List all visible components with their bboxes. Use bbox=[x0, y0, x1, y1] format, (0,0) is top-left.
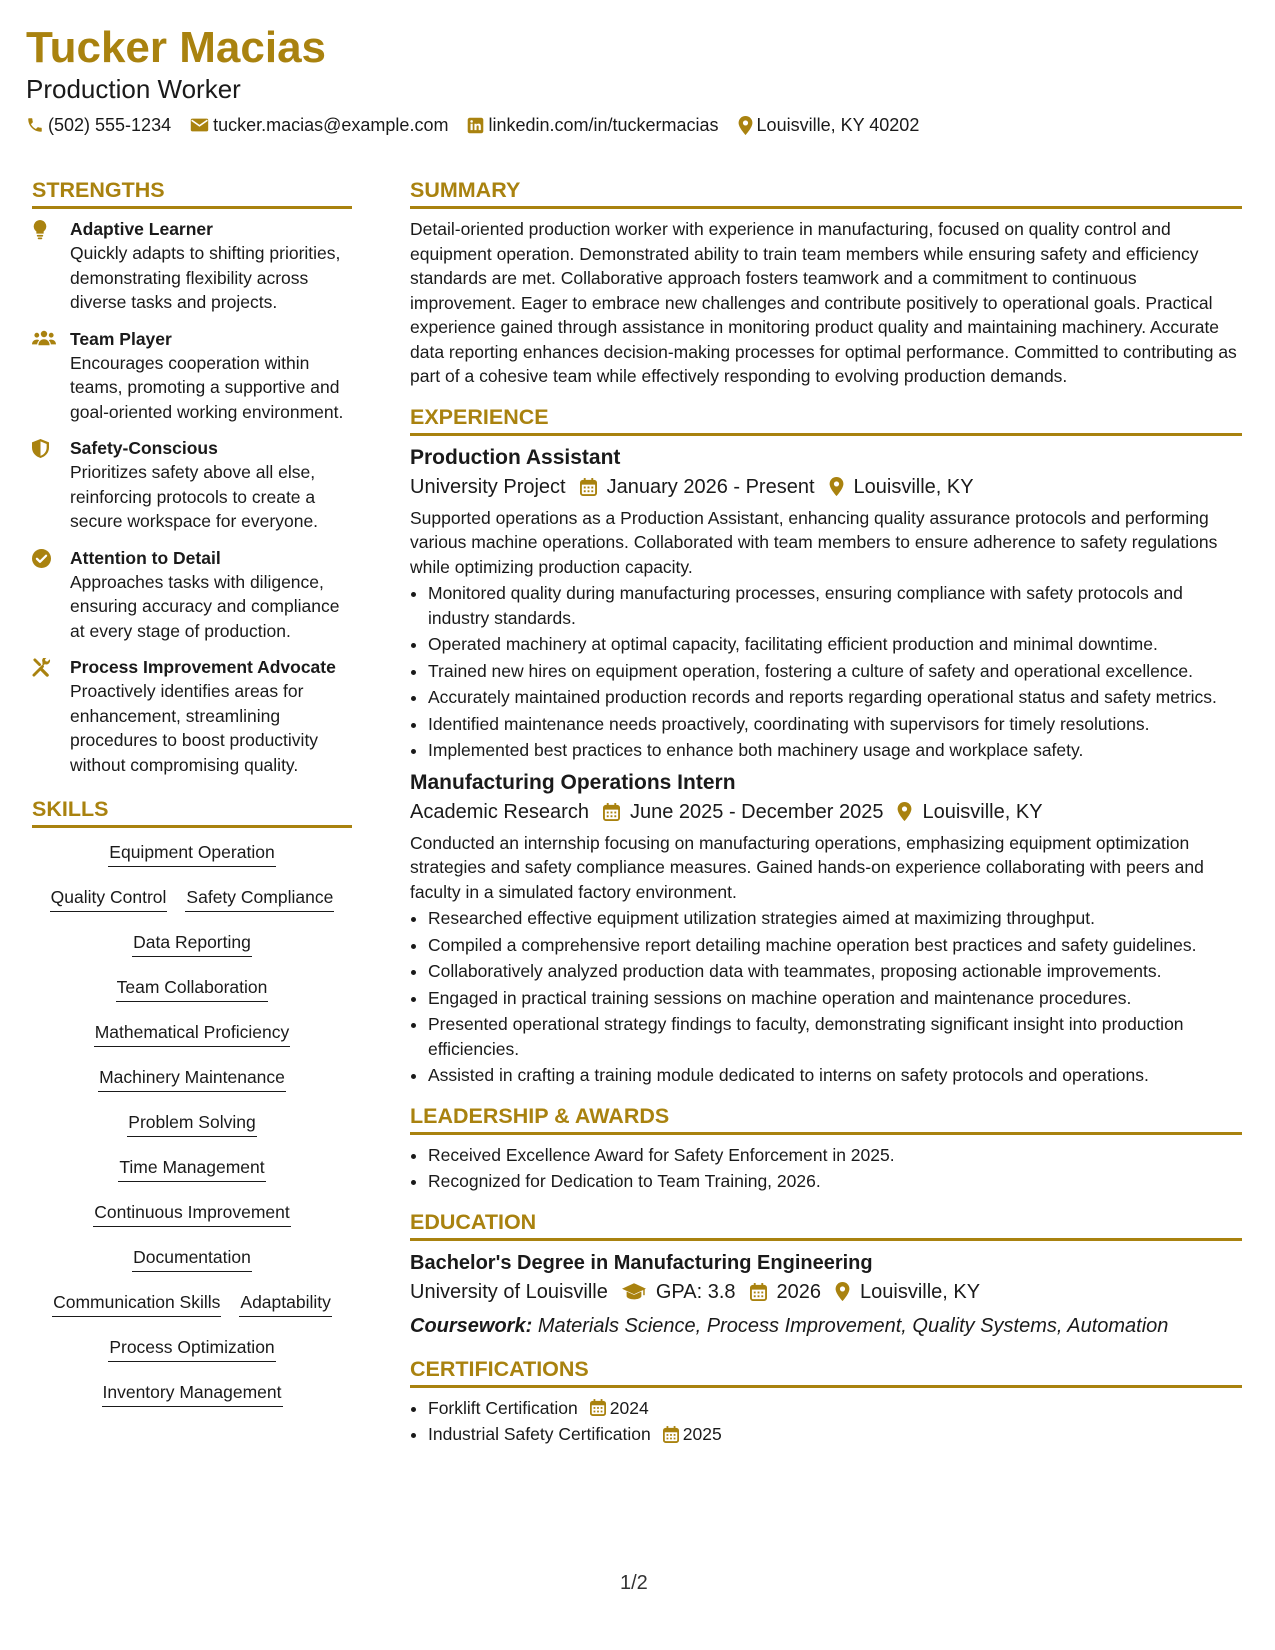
strength-title: Attention to Detail bbox=[70, 547, 221, 568]
skill-tag: Documentation bbox=[132, 1245, 252, 1272]
school-location: Louisville, KY bbox=[860, 1280, 981, 1303]
skill-tag: Quality Control bbox=[50, 885, 168, 912]
strengths-heading: STRENGTHS bbox=[32, 176, 352, 209]
strength-item bbox=[32, 546, 352, 644]
strength-item bbox=[32, 327, 352, 425]
skill-tag: Communication Skills bbox=[52, 1290, 221, 1317]
job-org: Academic Research bbox=[410, 800, 589, 823]
skill-tag: Machinery Maintenance bbox=[98, 1065, 286, 1092]
skill-tag: Process Optimization bbox=[108, 1335, 275, 1362]
cert-name: • Forklift Certification bbox=[428, 1397, 578, 1418]
right-column bbox=[410, 176, 1242, 1449]
strength-title: Team Player bbox=[70, 328, 172, 349]
job-location: Louisville, KY bbox=[922, 800, 1043, 823]
skill-tag: Safety Compliance bbox=[185, 885, 334, 912]
list-item bbox=[428, 1422, 1242, 1447]
calendar-icon bbox=[590, 1399, 606, 1416]
graduation-cap-icon bbox=[622, 1283, 646, 1300]
skill-tag: Adaptability bbox=[239, 1290, 331, 1317]
job-entry bbox=[410, 444, 1242, 763]
job-entry bbox=[410, 769, 1242, 1088]
job-desc: Supported operations as a Production Assistant, enhancing quality assurance protocols and performing various machine operations. Collaborated with team members to ensure adherence to safety regulations while optimizing production capacity. bbox=[410, 507, 1218, 577]
job-meta bbox=[410, 472, 1242, 502]
map-pin-icon bbox=[738, 116, 753, 135]
skill-tag: Mathematical Proficiency bbox=[94, 1020, 291, 1047]
strength-item bbox=[32, 217, 352, 315]
education-heading: EDUCATION bbox=[410, 1208, 1242, 1241]
calendar-icon bbox=[603, 803, 620, 821]
list-item: • Compiled a comprehensive report detailing machine operation best practices and safety guidelines. bbox=[428, 933, 1242, 958]
list-item: • Received Excellence Award for Safety Enforcement in 2025. bbox=[428, 1143, 1242, 1168]
phone-icon bbox=[26, 116, 44, 134]
job-dates: June 2025 - December 2025 bbox=[629, 800, 884, 823]
list-item bbox=[428, 1396, 1242, 1421]
job-desc: Conducted an internship focusing on manufacturing operations, emphasizing equipment optimization strategies and safety compliance measures. Gained hands-on experience collaborating with peers and faculty in a simulated factory environment. bbox=[410, 832, 1204, 902]
cert-year: 2024 bbox=[609, 1397, 649, 1418]
certifications-heading: CERTIFICATIONS bbox=[410, 1355, 1242, 1388]
candidate-title: Production Worker bbox=[26, 74, 241, 104]
gpa-text: GPA: 3.8 bbox=[655, 1280, 736, 1303]
strength-desc: Quickly adapts to shifting priorities, demonstrating flexibility across diverse tasks and projects. bbox=[70, 243, 341, 312]
map-pin-icon bbox=[829, 477, 844, 496]
skill-tag: Team Collaboration bbox=[116, 975, 269, 1002]
location-text: Louisville, KY 40202 bbox=[756, 114, 920, 135]
strength-desc: Prioritizes safety above all else, reinforcing protocols to create a secure workspace for everyone. bbox=[70, 462, 319, 531]
certifications-list bbox=[410, 1396, 1242, 1447]
list-item: • Presented operational strategy findings to faculty, demonstrating significant insight into production efficiencies. bbox=[428, 1012, 1242, 1061]
calendar-icon bbox=[750, 1283, 767, 1301]
coursework-list: Materials Science, Process Improvement, Quality Systems, Automation bbox=[537, 1314, 1169, 1337]
job-bullets bbox=[410, 906, 1242, 1088]
graduation-year: 2026 bbox=[776, 1280, 822, 1303]
skill-tag: Continuous Improvement bbox=[93, 1200, 291, 1227]
list-item: • Collaboratively analyzed production data with teammates, proposing actionable improvements. bbox=[428, 959, 1242, 984]
list-item: • Accurately maintained production records and reports regarding operational status and safety metrics. bbox=[428, 685, 1242, 710]
strength-item bbox=[32, 655, 352, 777]
education-meta bbox=[410, 1277, 1242, 1307]
strength-desc: Proactively identifies areas for enhancement, streamlining procedures to boost productivity without compromising quality. bbox=[70, 681, 319, 775]
skill-tag: Data Reporting bbox=[132, 930, 252, 957]
shield-icon bbox=[32, 439, 49, 458]
list-item: • Recognized for Dedication to Team Training, 2026. bbox=[428, 1169, 1242, 1194]
contact-linkedin bbox=[467, 115, 718, 136]
list-item: • Implemented best practices to enhance both machinery usage and workplace safety. bbox=[428, 738, 1242, 763]
phone-text[interactable]: (502) 555-1234 bbox=[48, 114, 172, 135]
school-name: University of Louisville bbox=[410, 1280, 608, 1303]
list-item: • Monitored quality during manufacturing processes, ensuring compliance with safety protocols and industry standards. bbox=[428, 581, 1242, 630]
leadership-list bbox=[410, 1143, 1242, 1194]
skills-list bbox=[32, 836, 352, 1425]
skills-heading: SKILLS bbox=[32, 795, 352, 828]
list-item: • Identified maintenance needs proactively, coordinating with supervisors for timely resolutions. bbox=[428, 712, 1242, 737]
contact-phone bbox=[26, 115, 171, 136]
coursework bbox=[410, 1311, 1242, 1341]
job-location: Louisville, KY bbox=[853, 475, 974, 498]
job-bullets bbox=[410, 581, 1242, 763]
left-column bbox=[32, 176, 352, 1425]
list-item: • Trained new hires on equipment operation, fostering a culture of safety and operational excellence. bbox=[428, 659, 1242, 684]
check-circle-icon bbox=[32, 549, 51, 568]
candidate-name: Tucker Macias bbox=[26, 23, 327, 72]
tools-icon bbox=[32, 658, 51, 677]
skill-tag: Time Management bbox=[118, 1155, 265, 1182]
strength-title: Safety-Conscious bbox=[70, 438, 218, 458]
leadership-heading: LEADERSHIP & AWARDS bbox=[410, 1102, 1242, 1135]
calendar-icon bbox=[663, 1426, 679, 1443]
skill-tag: Inventory Management bbox=[102, 1380, 283, 1407]
page-number: 1/2 bbox=[620, 1572, 648, 1594]
lightbulb-icon bbox=[32, 220, 48, 240]
summary-heading: SUMMARY bbox=[410, 176, 1242, 209]
job-title: Production Assistant bbox=[410, 445, 621, 469]
list-item: • Assisted in crafting a training module dedicated to interns on safety protocols and operations. bbox=[428, 1063, 1242, 1088]
job-org: University Project bbox=[410, 475, 566, 498]
coursework-label: Coursework: bbox=[410, 1314, 533, 1337]
skill-tag: Problem Solving bbox=[127, 1110, 256, 1137]
job-dates: January 2026 - Present bbox=[606, 475, 815, 498]
list-item: • Operated machinery at optimal capacity, facilitating efficient production and minimal downtime. bbox=[428, 632, 1242, 657]
job-meta bbox=[410, 797, 1242, 827]
linkedin-icon bbox=[467, 117, 484, 134]
experience-heading: EXPERIENCE bbox=[410, 403, 1242, 436]
email-link[interactable]: tucker.macias@example.com bbox=[213, 114, 449, 135]
strength-item bbox=[32, 436, 352, 534]
cert-year: 2025 bbox=[682, 1424, 722, 1444]
contact-location bbox=[738, 115, 920, 136]
contact-email bbox=[190, 115, 448, 136]
calendar-icon bbox=[580, 478, 597, 496]
map-pin-icon bbox=[835, 1282, 850, 1301]
skill-tag: Equipment Operation bbox=[108, 840, 275, 867]
strength-title: Adaptive Learner bbox=[70, 219, 213, 239]
list-item: • Engaged in practical training sessions on machine operation and maintenance procedures. bbox=[428, 986, 1242, 1011]
strength-desc: Approaches tasks with diligence, ensuring accuracy and compliance at every stage of production. bbox=[70, 571, 340, 641]
linkedin-link[interactable]: linkedin.com/in/tuckermacias bbox=[488, 114, 719, 135]
summary-text: Detail-oriented production worker with experience in manufacturing, focused on quality control and equipment operation. Demonstrated ability to train team members while ensuring safety and efficiency standards are met. Collaborative approach fosters teamwork and a commitment to continuous improvement. Eager to embrace new challenges and contribute positively to operational goals. Practical experience gained through assistance in monitoring product quality and maintaining machinery. Accurate data reporting enhances decision-making processes for optimal performance. Committed to contributing as part of a cohesive team while effectively responding to evolving production demands. bbox=[410, 219, 1237, 386]
contact-bar bbox=[26, 112, 919, 138]
job-title: Manufacturing Operations Intern bbox=[410, 770, 736, 794]
strength-title: Process Improvement Advocate bbox=[70, 657, 336, 677]
users-icon bbox=[32, 330, 56, 346]
cert-name: • Industrial Safety Certification bbox=[428, 1424, 651, 1444]
strength-desc: Encourages cooperation within teams, promoting a supportive and goal-oriented working environment. bbox=[70, 352, 344, 422]
map-pin-icon bbox=[897, 802, 912, 821]
degree-title: Bachelor's Degree in Manufacturing Engineering bbox=[410, 1251, 873, 1274]
envelope-icon bbox=[190, 117, 209, 133]
list-item: • Researched effective equipment utilization strategies aimed at maximizing throughput. bbox=[428, 906, 1242, 931]
